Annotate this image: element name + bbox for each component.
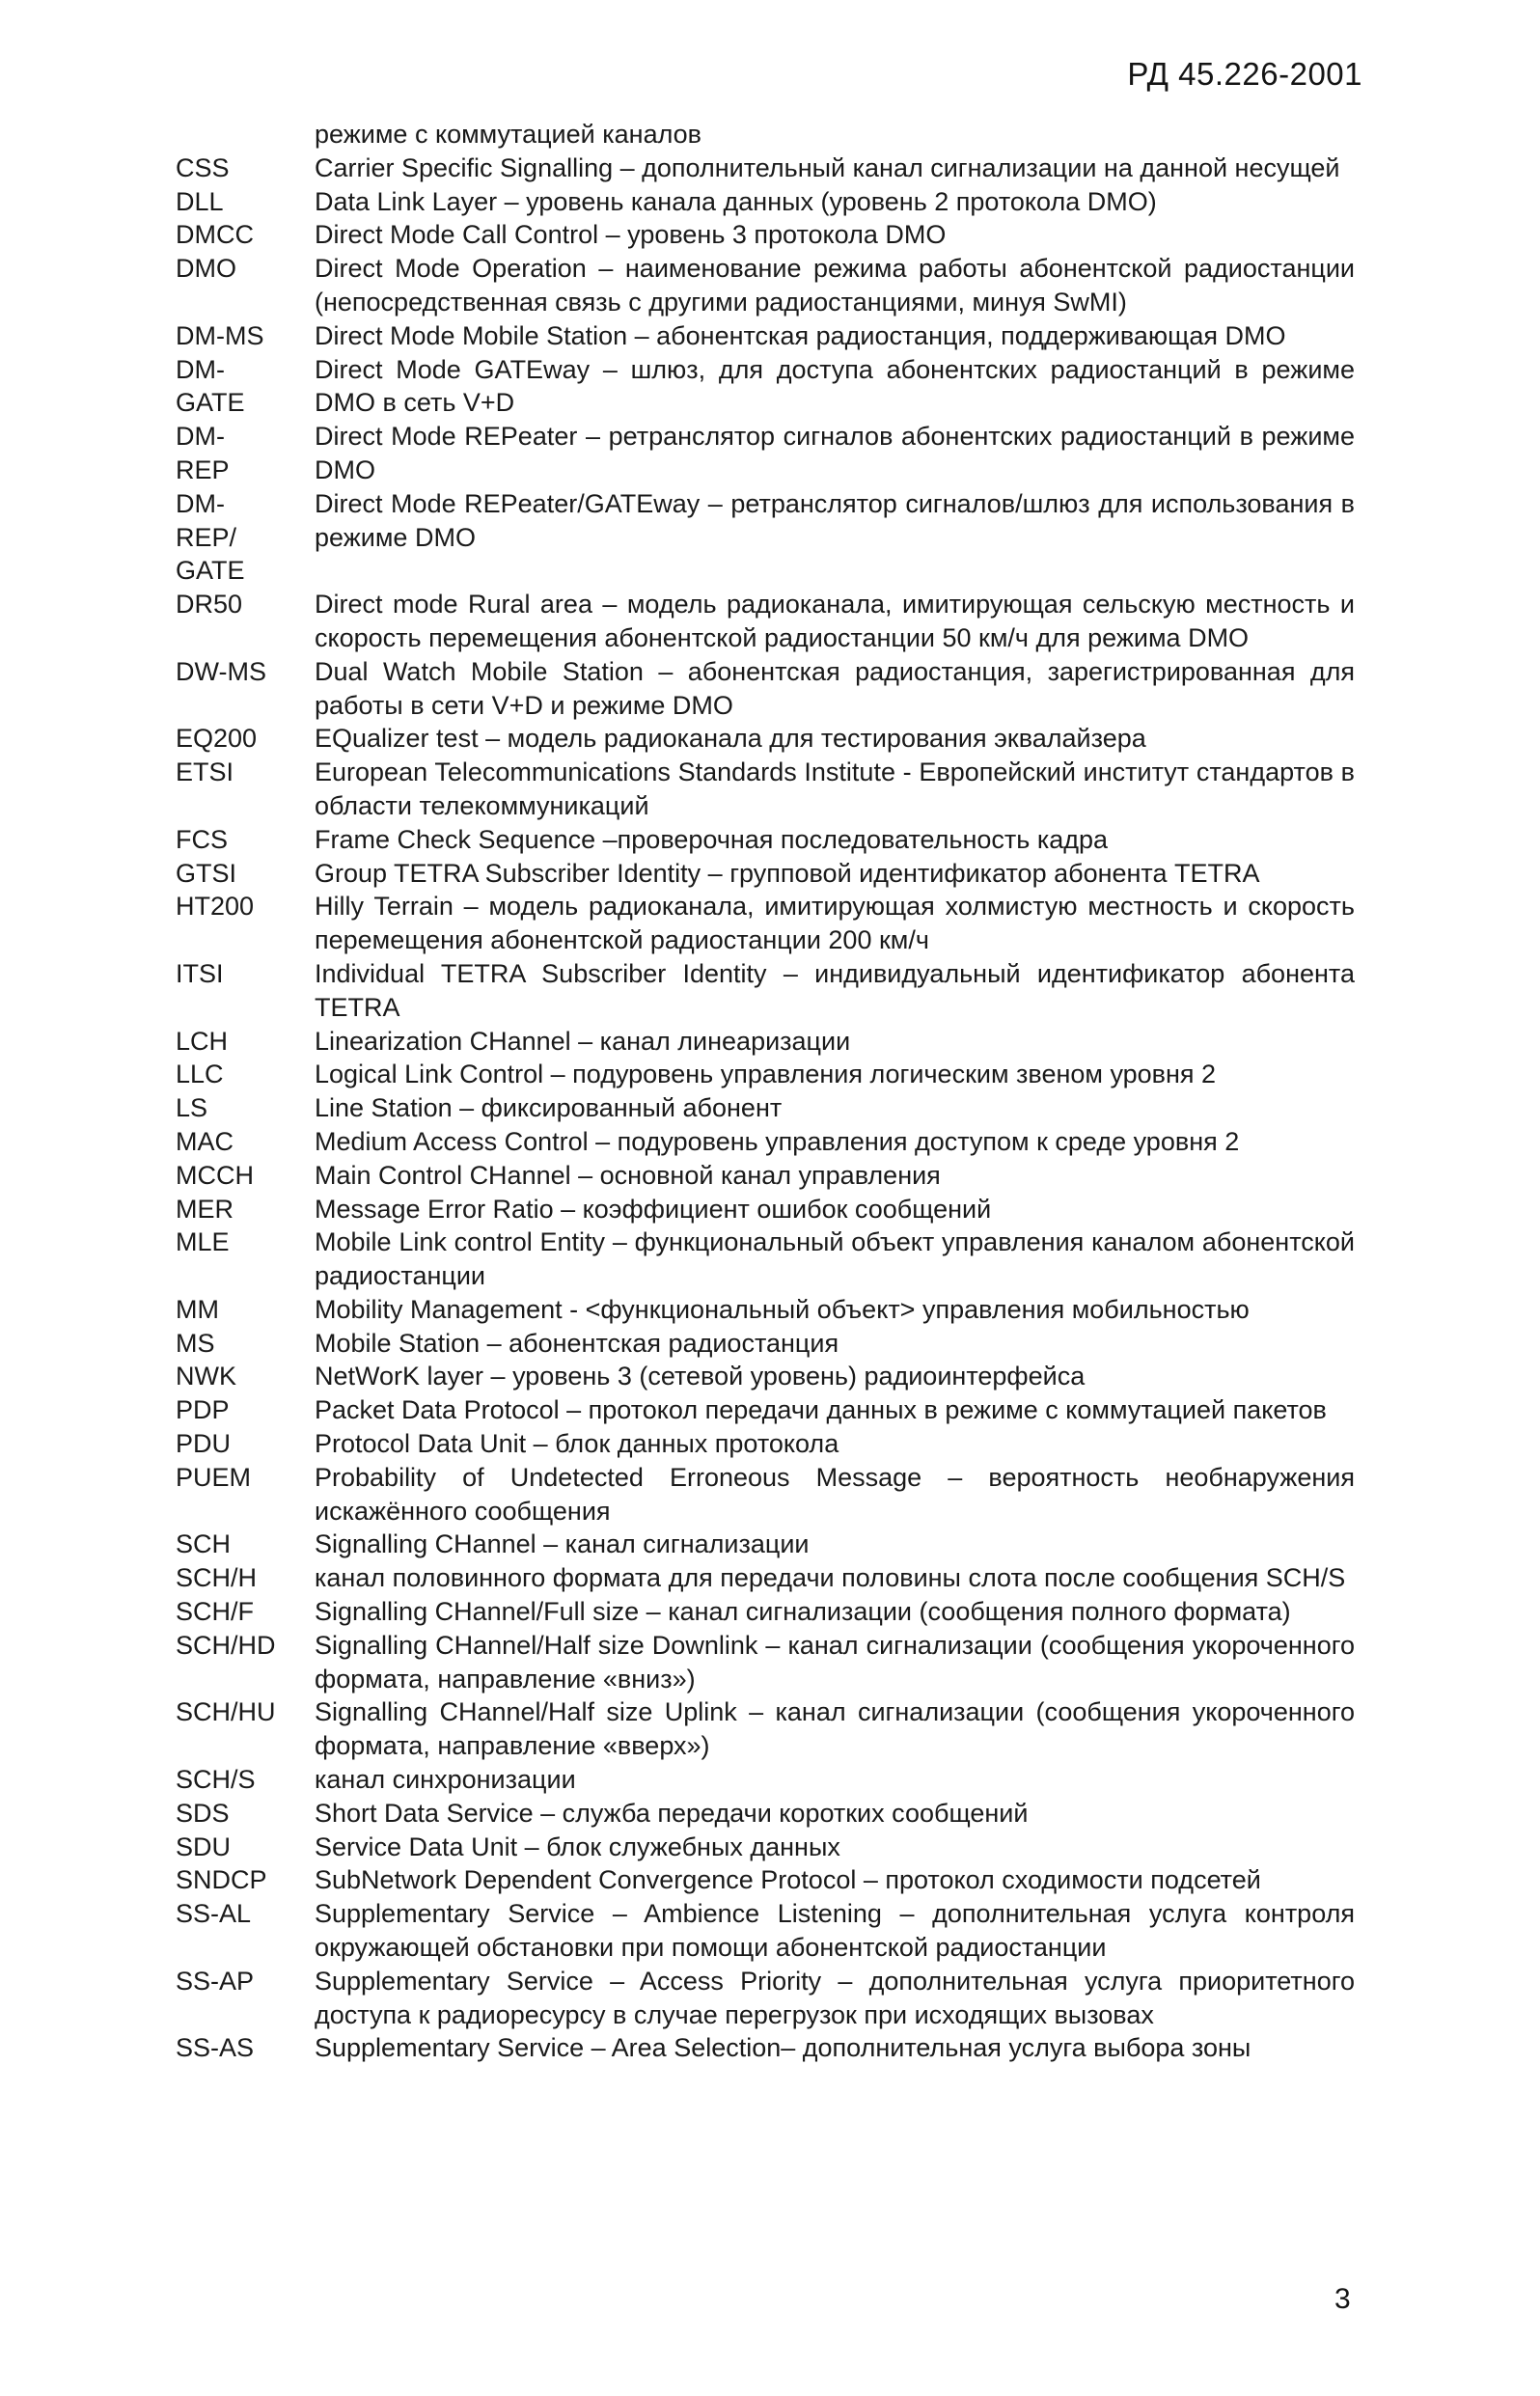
abbreviation-term: MS xyxy=(176,1328,215,1358)
list-item xyxy=(166,756,1355,823)
abbreviation-definition: Line Station – фиксированный абонент xyxy=(315,1093,783,1123)
list-item xyxy=(166,353,1355,421)
abbreviation-term: SCH xyxy=(176,1529,232,1559)
list-item xyxy=(166,1629,1355,1696)
abbreviation-definition: NetWorK layer – уровень 3 (сетевой уровень) радиоинтерфейса xyxy=(315,1362,1086,1391)
list-item xyxy=(166,588,1355,655)
abbreviation-term: SS-AP xyxy=(176,1966,255,1996)
list-item xyxy=(166,1025,1355,1059)
abbreviation-term: MLE xyxy=(176,1227,230,1257)
abbreviation-definition: Supplementary Service – Area Selection– дополнительная услуга выбора зоны xyxy=(315,2033,1251,2063)
abbreviation-definition: Supplementary Service – Access Priority – дополнительная услуга приоритетного доступа к радиоресурсу в случае перегрузок при исходящих вызовах xyxy=(315,1966,1355,2029)
abbreviation-term: PUEM xyxy=(176,1462,252,1492)
abbreviation-definition: European Telecommunications Standards Institute - Европейский институт стандартов в области телекоммуникаций xyxy=(315,757,1355,820)
abbreviation-definition: Probability of Undetected Erroneous Message – вероятность необнаружения искажённого сообщения xyxy=(315,1462,1355,1526)
list-item xyxy=(166,252,1355,319)
list-item xyxy=(166,1125,1355,1159)
abbreviation-term: MAC xyxy=(176,1126,234,1156)
abbreviation-term: CSS xyxy=(176,152,230,182)
abbreviation-definition: Data Link Layer – уровень канала данных (уровень 2 протокола DMO) xyxy=(315,186,1157,216)
list-item xyxy=(166,1360,1355,1393)
abbreviation-term: SS-AL xyxy=(176,1899,252,1929)
list-item xyxy=(166,857,1355,891)
abbreviation-term: SCH/H xyxy=(176,1563,258,1593)
abbreviation-term: EQ200 xyxy=(176,724,258,754)
abbreviation-term: DMO xyxy=(176,254,236,284)
abbreviation-definition: Direct Mode Mobile Station – абонентская радиостанция, поддерживающая DMO xyxy=(315,320,1286,350)
list-item xyxy=(166,957,1355,1025)
abbreviation-term: MER xyxy=(176,1194,234,1224)
abbreviation-term: SCH/HD xyxy=(176,1630,276,1660)
list-item xyxy=(166,1763,1355,1797)
abbreviation-term: NWK xyxy=(176,1362,236,1391)
abbreviation-definition: канал половинного формата для передачи половины слота после сообщения SCH/S xyxy=(315,1563,1346,1593)
abbreviation-term: HT200 xyxy=(176,892,255,922)
abbreviation-term: FCS xyxy=(176,824,228,854)
abbreviation-term: DR50 xyxy=(176,590,243,620)
abbreviation-definition: Supplementary Service – Ambience Listening – дополнительная услуга контроля окружающей обстановки при помощи абонентской радиостанции xyxy=(315,1899,1355,1963)
abbreviation-term: MM xyxy=(176,1294,219,1324)
list-item xyxy=(166,1327,1355,1361)
list-item xyxy=(166,218,1355,252)
abbreviation-definition: Signalling CHannel/Half size Downlink – канал сигнализации (сообщения укороченного формата, направление «вниз») xyxy=(315,1630,1355,1694)
list-item xyxy=(166,1193,1355,1226)
abbreviations-list xyxy=(166,118,1355,2065)
abbreviation-term: PDP xyxy=(176,1395,230,1425)
abbreviation-term: LS xyxy=(176,1093,208,1123)
list-item xyxy=(166,487,1355,588)
abbreviation-definition: Mobile Link control Entity – функциональный объект управления каналом абонентской радиостанции xyxy=(315,1227,1355,1291)
abbreviation-term: SCH/F xyxy=(176,1597,254,1627)
abbreviation-definition: Signalling CHannel – канал сигнализации xyxy=(315,1529,810,1559)
list-item xyxy=(166,1863,1355,1897)
abbreviation-definition: Dual Watch Mobile Station – абонентская радиостанция, зарегистрированная для работы в сети V+D и режиме DMO xyxy=(315,656,1355,720)
list-item xyxy=(166,1461,1355,1528)
page-number: 3 xyxy=(1334,2283,1351,2315)
list-item xyxy=(166,1561,1355,1595)
list-item xyxy=(166,655,1355,723)
list-item xyxy=(166,823,1355,857)
abbreviation-term: DW-MS xyxy=(176,656,266,686)
abbreviation-definition: SubNetwork Dependent Convergence Protocol – протокол сходимости подсетей xyxy=(315,1865,1261,1895)
abbreviation-definition: Direct Mode Call Control – уровень 3 протокола DMO xyxy=(315,220,947,250)
abbreviation-definition: Individual TETRA Subscriber Identity – индивидуальный идентификатор абонента TETRA xyxy=(315,958,1355,1022)
list-item xyxy=(166,1528,1355,1561)
list-item xyxy=(166,1797,1355,1831)
list-item xyxy=(166,890,1355,957)
abbreviation-definition: Signalling CHannel/Half size Uplink – канал сигнализации (сообщения укороченного формата, направление «вверх») xyxy=(315,1697,1355,1761)
abbreviation-definition: режиме с коммутацией каналов xyxy=(315,120,702,149)
abbreviation-term: DM- GATE xyxy=(176,354,245,418)
list-item xyxy=(166,1831,1355,1864)
list-item xyxy=(166,722,1355,756)
list-item xyxy=(166,2031,1355,2065)
document-number: РД 45.226-2001 xyxy=(1127,56,1362,92)
abbreviation-definition: Logical Link Control – подуровень управления логическим звеном уровня 2 xyxy=(315,1060,1217,1089)
abbreviation-term: LLC xyxy=(176,1060,224,1089)
list-item xyxy=(166,1595,1355,1629)
abbreviation-term: DM-MS xyxy=(176,320,264,350)
list-item xyxy=(166,118,1355,151)
abbreviation-term: SNDCP xyxy=(176,1865,267,1895)
abbreviation-definition: Linearization CHannel – канал линеаризации xyxy=(315,1026,851,1056)
abbreviation-definition: Mobile Station – абонентская радиостанция xyxy=(315,1328,839,1358)
abbreviation-term: SDU xyxy=(176,1831,232,1861)
abbreviation-definition: Main Control CHannel – основной канал управления xyxy=(315,1160,941,1190)
abbreviation-term: SDS xyxy=(176,1798,230,1828)
abbreviation-term: ITSI xyxy=(176,958,224,988)
abbreviation-term: DM- REP xyxy=(176,422,230,484)
abbreviation-term: DM- REP/ GATE xyxy=(176,488,245,586)
abbreviation-definition: Carrier Specific Signalling – дополнительный канал сигнализации на данной несущей xyxy=(315,152,1340,182)
abbreviation-definition: Direct Mode Operation – наименование режима работы абонентской радиостанции (непосредственная связь с другими радиостанциями, минуя SwMI) xyxy=(315,254,1355,317)
abbreviation-term: ETSI xyxy=(176,757,234,787)
abbreviation-term: SCH/S xyxy=(176,1765,256,1795)
abbreviation-definition: Frame Check Sequence –проверочная последовательность кадра xyxy=(315,824,1109,854)
abbreviation-definition: Medium Access Control – подуровень управления доступом к среде уровня 2 xyxy=(315,1126,1240,1156)
abbreviation-term: LCH xyxy=(176,1026,229,1056)
abbreviation-definition: Hilly Terrain – модель радиоканала, имитирующая холмистую местность и скорость перемещения абонентской радиостанции 200 км/ч xyxy=(315,892,1355,955)
abbreviation-definition: Group TETRA Subscriber Identity – групповой идентификатор абонента TETRA xyxy=(315,858,1260,888)
abbreviation-definition: EQualizer test – модель радиоканала для тестирования эквалайзера xyxy=(315,724,1146,754)
list-item xyxy=(166,1058,1355,1091)
abbreviation-definition: Packet Data Protocol – протокол передачи данных в режиме с коммутацией пакетов xyxy=(315,1395,1327,1425)
abbreviation-definition: Protocol Data Unit – блок данных протокола xyxy=(315,1429,839,1459)
abbreviation-definition: Direct mode Rural area – модель радиоканала, имитирующая сельскую местность и скорость перемещения абонентской радиостанции 50 км/ч для режима DMO xyxy=(315,590,1355,652)
list-item xyxy=(166,420,1355,487)
abbreviation-term: DMCC xyxy=(176,220,254,250)
list-item xyxy=(166,1293,1355,1327)
abbreviation-definition: Direct Mode GATEway – шлюз, для доступа абонентских радиостанций в режиме DMO в сеть V+D xyxy=(315,354,1355,418)
abbreviation-term: SS-AS xyxy=(176,2033,255,2063)
abbreviation-definition: Signalling CHannel/Full size – канал сигнализации (сообщения полного формата) xyxy=(315,1597,1291,1627)
list-item xyxy=(166,1427,1355,1461)
list-item xyxy=(166,1159,1355,1193)
abbreviation-definition: Direct Mode REPeater – ретранслятор сигналов абонентских радиостанций в режиме DMO xyxy=(315,422,1355,484)
abbreviation-term: GTSI xyxy=(176,858,237,888)
abbreviation-definition: Message Error Ratio – коэффициент ошибок сообщений xyxy=(315,1194,992,1224)
abbreviation-definition: Direct Mode REPeater/GATEway – ретранслятор сигналов/шлюз для использования в режиме DMO xyxy=(315,488,1355,552)
abbreviation-definition: канал синхронизации xyxy=(315,1765,576,1795)
abbreviation-term: MCCH xyxy=(176,1160,254,1190)
list-item xyxy=(166,1695,1355,1763)
abbreviation-term: PDU xyxy=(176,1429,232,1459)
abbreviation-term: DLL xyxy=(176,186,224,216)
abbreviation-definition: Mobility Management - <функциональный объект> управления мобильностью xyxy=(315,1294,1250,1324)
list-item xyxy=(166,1091,1355,1125)
list-item xyxy=(166,319,1355,353)
list-item xyxy=(166,1965,1355,2032)
list-item xyxy=(166,1226,1355,1293)
abbreviation-definition: Service Data Unit – блок служебных данных xyxy=(315,1831,840,1861)
list-item xyxy=(166,1897,1355,1965)
list-item xyxy=(166,1393,1355,1427)
list-item xyxy=(166,151,1355,185)
list-item xyxy=(166,185,1355,219)
abbreviation-definition: Short Data Service – служба передачи коротких сообщений xyxy=(315,1798,1029,1828)
abbreviation-term: SCH/HU xyxy=(176,1697,276,1727)
